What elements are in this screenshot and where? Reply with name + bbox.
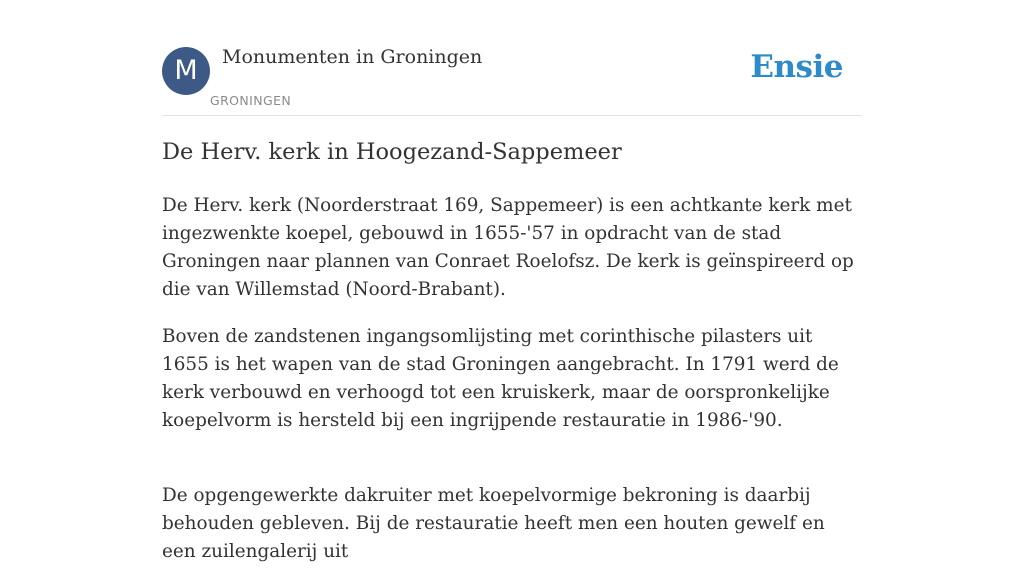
paragraph-1: De Herv. kerk (Noorderstraat 169, Sappemeer) is een achtkante kerk met ingezwenkte koepel, gebouwd in 1655-'57 in opdracht van de stad Groningen naar plannen van Conraet Roelofsz. De kerk is geïnspireerd op die van Willemstad (Noord-Brabant). [162,195,854,300]
paragraph-3: De opgengewerkte dakruiter met koepelvormige bekroning is daarbij behouden gebleven. Bij de restauratie heeft men een houten gewelf en een zuilengalerij uit [162,485,825,562]
article-body [162,192,862,585]
paragraph-gap [162,454,862,482]
collection-title[interactable]: Monumenten in Groningen [222,46,483,68]
category-tag[interactable]: GRONINGEN [210,93,292,108]
article-title: De Herv. kerk in Hoogezand-Sappemeer [162,139,622,165]
brand-logo[interactable]: Ensie [750,49,843,85]
paragraph-2: Boven de zandstenen ingangsomlijsting met corinthische pilasters uit 1655 is het wapen van de stad Groningen aangebracht. In 1791 werd de kerk verbouwd en verhoogd tot een kruiskerk, maar de oorspronkelijke koepelvorm is hersteld bij een ingrijpende restauratie in 1986-'90. [162,326,839,431]
avatar[interactable]: M [162,47,210,95]
header-divider [162,115,862,116]
